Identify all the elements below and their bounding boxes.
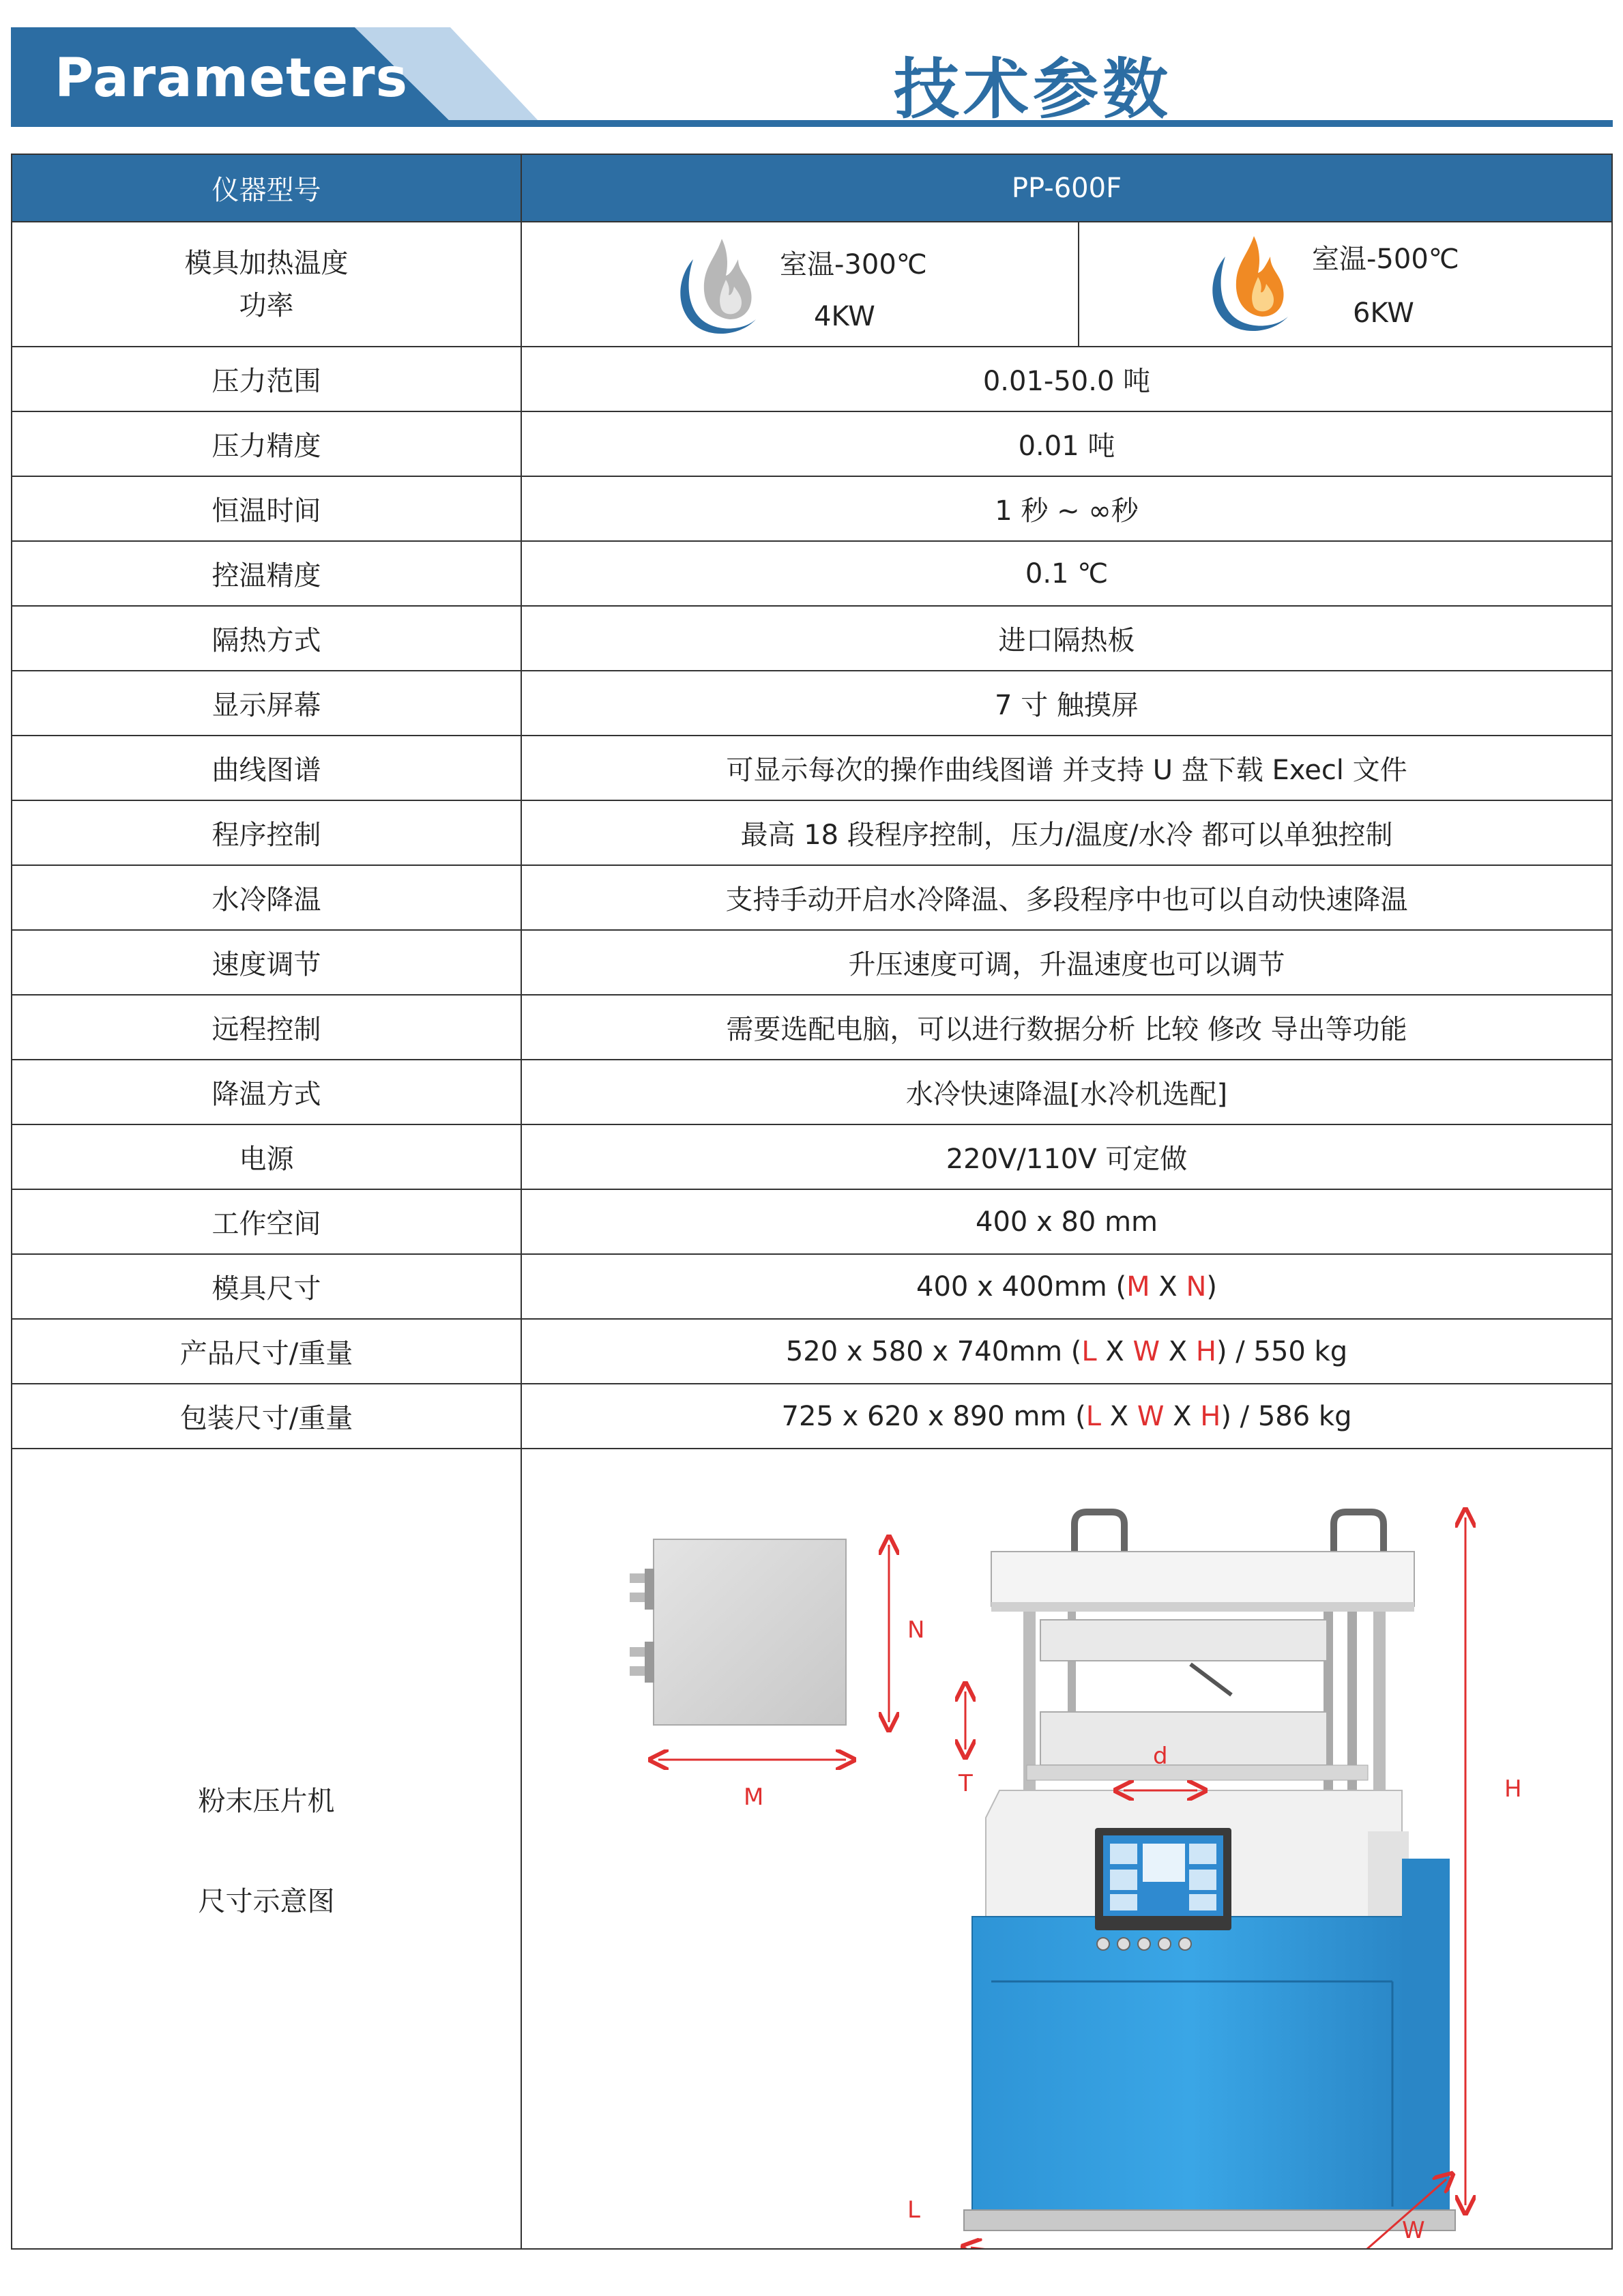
heating-label-line2: 功率 (239, 289, 294, 321)
dim-w: W (1137, 1400, 1165, 1432)
row-label: 远程控制 (211, 1014, 321, 1045)
table-row (12, 996, 1611, 1060)
flame-gray-icon (667, 232, 776, 341)
row-value: 0.1 ℃ (1025, 557, 1109, 590)
dim-n: N (1186, 1270, 1207, 1303)
row-label: 压力精度 (211, 431, 321, 462)
package-size-pre: 725 x 620 x 890 mm ( (781, 1400, 1086, 1432)
row-label: 包装尺寸/重量 (179, 1403, 353, 1434)
row-value: 支持手动开启水冷降温、多段程序中也可以自动快速降温 (725, 884, 1408, 916)
row-label: 控温精度 (211, 560, 321, 592)
dim-label-h: H (1504, 1775, 1522, 1803)
dim-x: X (1150, 1270, 1186, 1303)
package-size-row (12, 1384, 1611, 1449)
heating-a-power: 4KW (814, 301, 875, 332)
row-label: 曲线图谱 (211, 755, 321, 786)
row-value: 升压速度可调，升温速度也可以调节 (848, 949, 1285, 980)
dim-label-t: T (959, 1770, 973, 1797)
table-row (12, 347, 1611, 412)
row-value: 220V/110V 可定做 (946, 1144, 1188, 1175)
row-label: 压力范围 (211, 366, 321, 397)
spec-table (11, 154, 1613, 2250)
header-title-en: Parameters (55, 48, 409, 109)
heating-divider (1078, 222, 1079, 346)
diagram-label-line2: 尺寸示意图 (198, 1885, 335, 1917)
table-row (12, 801, 1611, 866)
press-machine-body (964, 1512, 1455, 2230)
dim-x: X (1096, 1335, 1133, 1367)
dim-label-w: W (1402, 2217, 1425, 2244)
table-row (12, 477, 1611, 542)
row-label: 电源 (239, 1144, 294, 1175)
row-label: 程序控制 (211, 819, 321, 851)
row-label: 隔热方式 (211, 625, 321, 656)
table-row (12, 1060, 1611, 1125)
table-row (12, 1190, 1611, 1255)
dim-x: X (1164, 1400, 1201, 1432)
dim-label-n: N (907, 1616, 925, 1644)
heating-label-line1: 模具加热温度 (184, 247, 349, 279)
row-value: 1 秒 ~ ∞秒 (995, 495, 1139, 527)
dim-w: W (1132, 1335, 1160, 1367)
row-label: 降温方式 (211, 1079, 321, 1110)
package-size-post: ) / 586 kg (1220, 1400, 1352, 1432)
row-value: 7 寸 触摸屏 (995, 690, 1139, 721)
package-size-value (522, 1384, 1611, 1448)
row-value: 400 x 80 mm (976, 1206, 1158, 1238)
header-title-cn: 技术参数 (894, 51, 1172, 128)
row-value: 最高 18 段程序控制，压力/温度/水冷 都可以单独控制 (740, 819, 1393, 851)
row-label: 水冷降温 (211, 884, 321, 916)
row-label: 速度调节 (211, 949, 321, 980)
dim-l: L (1081, 1335, 1097, 1367)
product-size-post: ) / 550 kg (1216, 1335, 1348, 1367)
page-header (0, 0, 1623, 136)
heating-b-power: 6KW (1353, 297, 1414, 329)
dim-x: X (1101, 1400, 1137, 1432)
product-size-row (12, 1320, 1611, 1384)
heating-a-temp: 室温-300℃ (780, 249, 927, 280)
column-divider (521, 155, 522, 2248)
table-row (12, 866, 1611, 931)
product-size-pre: 520 x 580 x 740mm ( (785, 1335, 1082, 1367)
row-label: 工作空间 (211, 1208, 321, 1240)
row-label: 显示屏幕 (211, 690, 321, 721)
diagram-label-line1: 粉末压片机 (198, 1785, 335, 1817)
diagram-row (12, 1449, 1611, 2248)
row-value: 需要选配电脑，可以进行数据分析 比较 修改 导出等功能 (726, 1014, 1407, 1045)
row-label: 模具尺寸 (211, 1273, 321, 1305)
table-row (12, 1125, 1611, 1190)
model-label: 仪器型号 (211, 175, 321, 206)
mold-plate-illustration (630, 1539, 846, 1725)
table-row (12, 931, 1611, 996)
table-row (12, 671, 1611, 736)
dim-label-d: d (1153, 1743, 1168, 1770)
table-row (12, 736, 1611, 801)
row-value: 0.01 吨 (1018, 431, 1115, 462)
dimension-diagram (522, 1449, 1611, 2248)
mold-size-value (522, 1255, 1611, 1318)
row-label: 产品尺寸/重量 (179, 1338, 353, 1369)
dim-label-l: L (907, 2196, 920, 2224)
row-value: 进口隔热板 (998, 625, 1135, 656)
mold-size-row (12, 1255, 1611, 1320)
mold-size-post: ) (1206, 1270, 1217, 1303)
dim-label-m: M (744, 1784, 764, 1811)
row-value: 可显示每次的操作曲线图谱 并支持 U 盘下载 Execl 文件 (726, 755, 1407, 786)
heating-b-temp: 室温-500℃ (1312, 244, 1459, 275)
dim-l: L (1085, 1400, 1102, 1432)
row-value: 0.01-50.0 吨 (982, 366, 1151, 397)
dim-x: X (1160, 1335, 1196, 1367)
press-machine-illustration (522, 1449, 1611, 2248)
model-value: PP-600F (1011, 172, 1122, 204)
mold-size-pre: 400 x 400mm ( (916, 1270, 1127, 1303)
heating-row (12, 222, 1611, 347)
flame-orange-icon (1199, 229, 1308, 338)
dim-m: M (1126, 1270, 1150, 1303)
table-header-row (12, 155, 1611, 222)
dim-h: H (1200, 1400, 1221, 1432)
table-row (12, 607, 1611, 671)
table-row (12, 542, 1611, 607)
table-row (12, 412, 1611, 477)
heating-label (12, 222, 521, 346)
row-value: 水冷快速降温[水冷机选配] (905, 1079, 1228, 1110)
dim-h: H (1195, 1335, 1216, 1367)
row-label: 恒温时间 (211, 495, 321, 527)
diagram-label (12, 1449, 521, 2248)
product-size-value (522, 1320, 1611, 1383)
